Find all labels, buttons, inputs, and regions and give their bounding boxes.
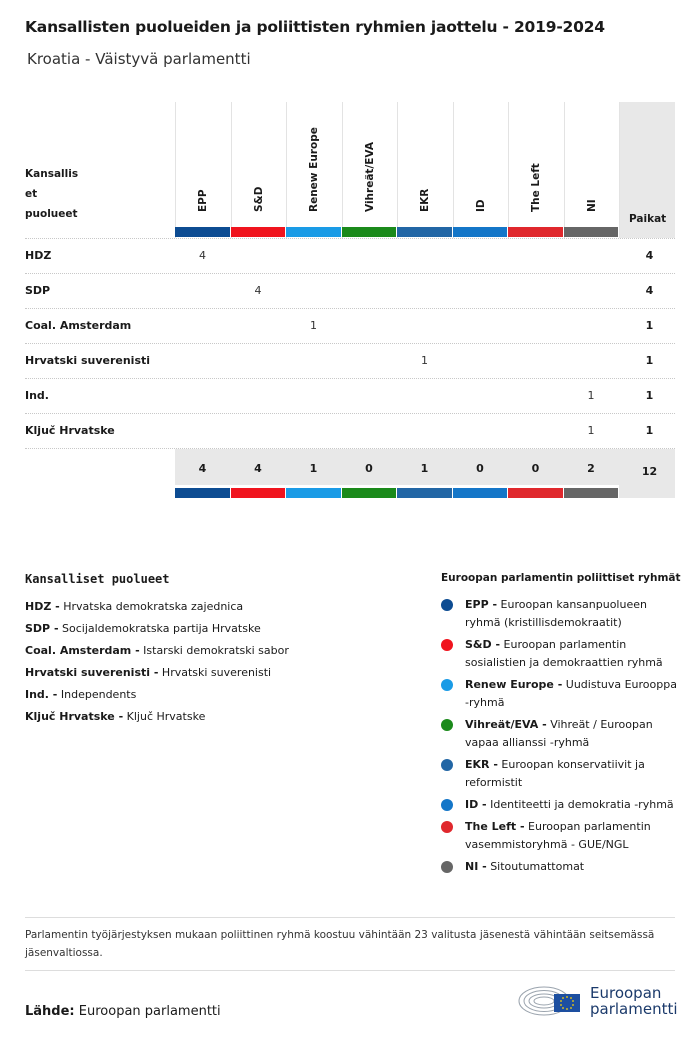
group-color-bar	[175, 227, 230, 237]
divider	[25, 970, 675, 971]
group-full-name: Euroopan konservatiivit ja reformistit	[465, 758, 645, 789]
group-full-name: Uudistuva Eurooppa -ryhmä	[465, 678, 677, 709]
group-full-name: Vihreät / Euroopan vapaa allianssi -ryhmä	[465, 718, 653, 749]
group-header	[231, 114, 287, 224]
divider	[25, 917, 675, 918]
seat-cell: 1	[310, 319, 317, 332]
logo-line-2: parlamentti	[590, 1000, 678, 1018]
party-full-name: Independents	[60, 688, 137, 701]
party-name: Ključ Hrvatske	[25, 424, 115, 437]
seats-header-label: Paikat	[629, 213, 667, 225]
national-legend-item	[25, 662, 405, 684]
group-total: 1	[420, 462, 429, 475]
group-abbr: The Left -	[465, 820, 525, 833]
group-total: 4	[254, 462, 262, 475]
group-legend-title: Euroopan parlamentin poliittiset ryhmät	[441, 572, 681, 584]
source-label: Lähde:	[25, 1004, 75, 1019]
group-full-name: Euroopan parlamentin sosialistien ja demokraattien ryhmä	[465, 638, 663, 669]
group-color-bar	[453, 227, 508, 237]
row-total: 1	[645, 319, 654, 332]
group-full-name: Identiteetti ja demokratia -ryhmä	[490, 798, 674, 811]
group-color-bar	[175, 488, 230, 498]
group-legend-item	[441, 858, 681, 876]
source-value: Euroopan parlamentti	[78, 1004, 221, 1019]
group-abbr: NI -	[465, 860, 487, 873]
seat-cell: 1	[587, 424, 595, 437]
group-color-bar	[508, 227, 563, 237]
group-color-dot	[441, 599, 453, 611]
group-color-dot	[441, 679, 453, 691]
group-total: 0	[476, 462, 484, 475]
group-header	[342, 114, 398, 224]
party-full-name: Istarski demokratski sabor	[143, 644, 289, 657]
page-title: Kansallisten puolueiden ja poliittisten ryhmien jaottelu - 2019-2024	[25, 18, 605, 36]
group-legend-item	[441, 716, 681, 752]
group-header-label: ID	[474, 199, 487, 212]
group-header-label: Vihreät/EVA	[363, 142, 376, 212]
party-full-name: Hrvatski suverenisti	[161, 666, 272, 679]
group-header-label: S&D	[252, 186, 265, 212]
group-color-bar	[397, 488, 452, 498]
group-color-dot	[441, 719, 453, 731]
group-total: 0	[531, 462, 540, 475]
political-groups-legend	[441, 572, 681, 880]
group-color-dot	[441, 821, 453, 833]
party-abbr: Coal. Amsterdam -	[25, 644, 140, 657]
row-total: 4	[645, 284, 654, 297]
party-abbr: Ključ Hrvatske -	[25, 710, 124, 723]
party-name: SDP	[25, 284, 51, 297]
group-color-bar	[397, 227, 452, 237]
row-total: 4	[645, 249, 654, 262]
seat-cell: 4	[254, 284, 262, 297]
group-abbr: EKR -	[465, 758, 498, 771]
group-header-label: Renew Europe	[308, 127, 320, 212]
national-parties-legend	[25, 572, 405, 728]
group-header	[286, 114, 342, 224]
table-row	[25, 238, 675, 274]
seat-cell: 1	[421, 354, 428, 367]
row-total: 1	[645, 389, 654, 402]
group-legend-item	[441, 756, 681, 792]
group-full-name: Sitoutumattomat	[490, 860, 585, 873]
group-total: 0	[365, 462, 373, 475]
row-header-label: Kansallis et puolueet	[25, 168, 79, 220]
national-legend-item	[25, 706, 405, 728]
table-header	[25, 102, 675, 238]
party-full-name: Hrvatska demokratska zajednica	[63, 600, 244, 613]
party-name: Ind.	[25, 389, 49, 402]
group-legend-item	[441, 636, 681, 672]
group-color-bar	[564, 488, 619, 498]
group-legend-item	[441, 796, 681, 814]
group-total: 2	[587, 462, 595, 475]
group-abbr: Renew Europe -	[465, 678, 563, 691]
group-full-name: Euroopan parlamentin vasemmistoryhmä - GUE/NGL	[465, 820, 651, 851]
group-header-label: EKR	[419, 188, 431, 212]
party-name: Hrvatski suverenisti	[25, 354, 151, 367]
group-legend-item	[441, 596, 681, 632]
party-full-name: Socijaldemokratska partija Hrvatske	[62, 622, 261, 635]
group-legend-item	[441, 818, 681, 854]
group-header-label: NI	[585, 199, 598, 212]
party-abbr: Ind. -	[25, 688, 58, 701]
group-color-bar	[342, 488, 397, 498]
party-name: HDZ	[25, 249, 52, 262]
table-row	[25, 343, 675, 379]
group-header-label: The Left	[530, 163, 542, 212]
group-abbr: ID -	[465, 798, 487, 811]
national-legend-title: Kansalliset puolueet	[25, 572, 170, 586]
group-color-bar	[231, 227, 286, 237]
group-color-bar	[286, 488, 341, 498]
group-color-dot	[441, 861, 453, 873]
group-abbr: S&D -	[465, 638, 501, 651]
party-abbr: Hrvatski suverenisti -	[25, 666, 159, 679]
group-total: 1	[309, 462, 318, 475]
national-legend-item	[25, 640, 405, 662]
group-color-bar	[231, 488, 286, 498]
footnote: Parlamentin työjärjestyksen mukaan poliittinen ryhmä koostuu vähintään 23 valitusta jäsenestä vähintään seitsemässä jäsenvaltiossa.	[25, 929, 655, 959]
group-color-bar	[286, 227, 341, 237]
table-row	[25, 273, 675, 309]
group-color-dot	[441, 639, 453, 651]
ep-logo-text	[590, 985, 678, 1017]
group-abbr: EPP -	[465, 598, 498, 611]
group-abbr: Vihreät/EVA -	[465, 718, 547, 731]
group-header	[175, 114, 231, 224]
table-row	[25, 308, 675, 344]
group-full-name: Euroopan kansanpuolueen ryhmä (kristillisdemokraatit)	[465, 598, 647, 629]
group-header	[397, 114, 453, 224]
group-color-bar	[453, 488, 508, 498]
source-line	[25, 1004, 221, 1019]
grand-total: 12	[641, 465, 658, 478]
group-header	[508, 114, 564, 224]
party-abbr: SDP -	[25, 622, 59, 635]
party-full-name: Ključ Hrvatske	[126, 710, 206, 723]
row-total: 1	[645, 354, 654, 367]
national-legend-item	[25, 618, 405, 640]
group-legend-item	[441, 676, 681, 712]
group-header-label: EPP	[197, 189, 209, 212]
party-name: Coal. Amsterdam	[25, 319, 132, 332]
group-color-bar	[564, 227, 619, 237]
group-color-dot	[441, 759, 453, 771]
national-legend-item	[25, 596, 405, 618]
group-header	[453, 114, 509, 224]
group-color-dot	[441, 799, 453, 811]
seat-cell: 1	[587, 389, 595, 402]
group-color-bar	[508, 488, 563, 498]
group-header	[564, 114, 620, 224]
group-total: 4	[198, 462, 207, 475]
table-row	[25, 378, 675, 414]
page-subtitle: Kroatia - Väistyvä parlamentti	[27, 50, 251, 68]
ep-logo	[518, 979, 678, 1019]
logo-line-1: Euroopan	[590, 984, 662, 1002]
ep-logo-icon	[518, 979, 584, 1019]
table-row	[25, 413, 675, 449]
national-legend-item	[25, 684, 405, 706]
seat-cell: 4	[199, 249, 206, 262]
group-color-bar	[342, 227, 397, 237]
row-total: 1	[645, 424, 654, 437]
party-abbr: HDZ -	[25, 600, 60, 613]
